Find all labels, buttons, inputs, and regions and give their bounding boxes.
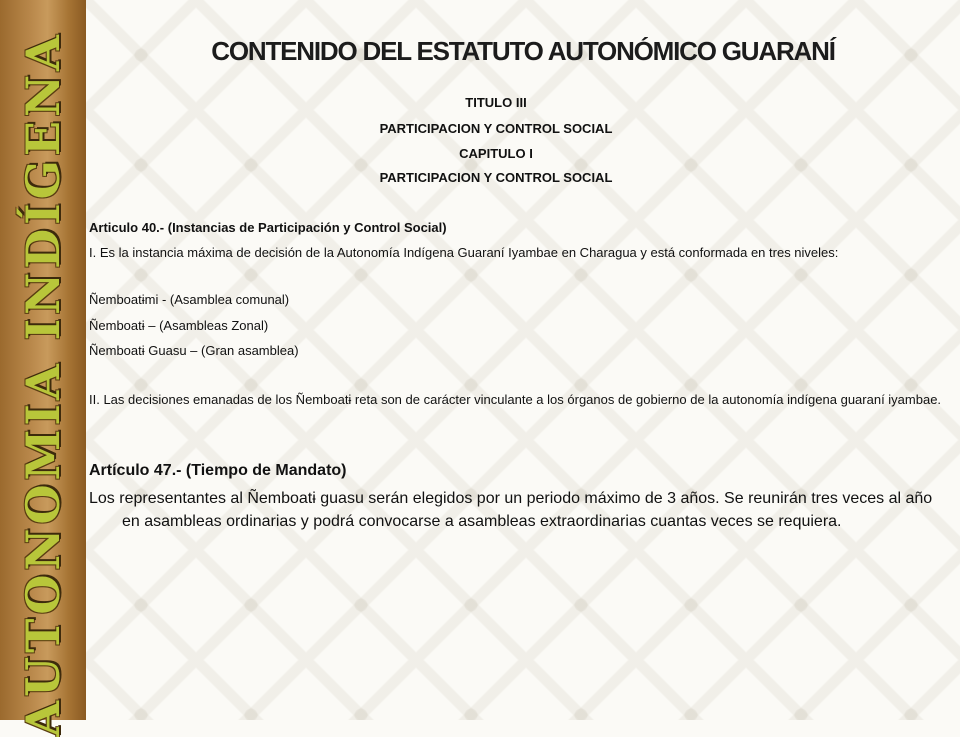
level-item-3: Ñemboatɨ Guasu – (Gran asamblea) bbox=[89, 343, 299, 358]
chapter-title-line: PARTICIPACION Y CONTROL SOCIAL bbox=[379, 170, 613, 185]
article-40-paragraph-2: II. Las decisiones emanadas de los Ñemboatɨ reta son de carácter vinculante a los órganos de gobierno de la autonomía indígena guaraní iyambae. bbox=[89, 392, 942, 407]
article-40-paragraph-1: I. Es la instancia máxima de decisión de la Autonomía Indígena Guaraní Iyambae en Charagua y está conformada en tres niveles: bbox=[89, 245, 839, 260]
level-item-2: Ñemboatɨ – (Asambleas Zonal) bbox=[89, 318, 269, 333]
article-47-heading: Artículo 47.- (Tiempo de Mandato) bbox=[89, 462, 347, 479]
level-item-1: Ñemboatɨmi - (Asamblea comunal) bbox=[89, 292, 290, 307]
capitulo-line: CAPITULO I bbox=[459, 146, 533, 161]
sidebar-label: AUTONOMIA INDÍGENA bbox=[16, 31, 70, 737]
section-title-line: PARTICIPACION Y CONTROL SOCIAL bbox=[379, 121, 613, 136]
article-47-paragraph: Los representantes al Ñemboatɨ guasu serán elegidos por un periodo máximo de 3 años. Se reunirán tres veces al año en asambleas ordinarias y podrá convocarse a asambleas extraordinarias cuantas veces se requiera. bbox=[89, 490, 933, 530]
sidebar-banner bbox=[0, 0, 86, 737]
titulo-line: TITULO III bbox=[465, 95, 527, 110]
article-40-heading: Articulo 40.- (Instancias de Participación y Control Social) bbox=[89, 220, 447, 235]
slide-title: CONTENIDO DEL ESTATUTO AUTONÓMICO GUARANÍ bbox=[211, 36, 835, 66]
